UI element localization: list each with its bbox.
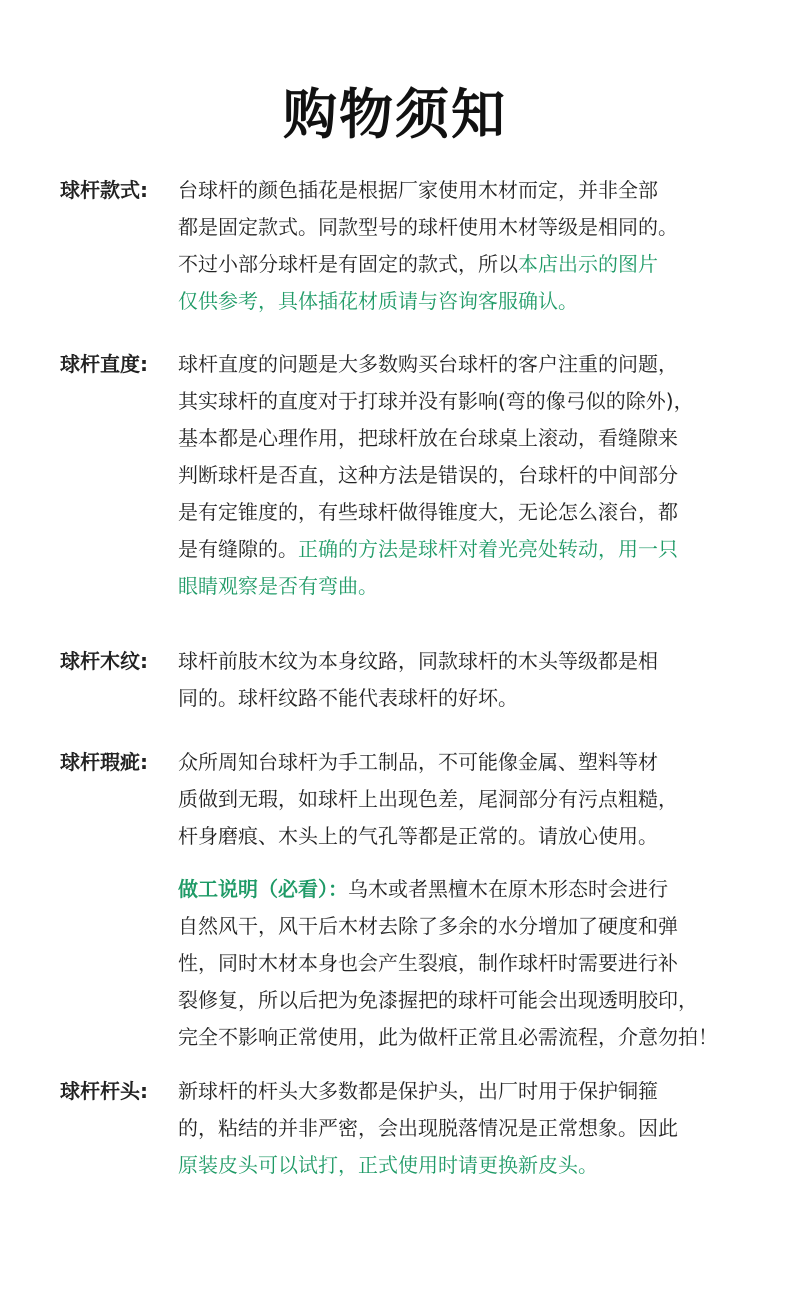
text-line	[178, 744, 738, 781]
text-line	[178, 246, 738, 283]
section-label-cue-style: 球杆款式:	[60, 178, 148, 202]
line-text: 台球杆的颜色插花是根据厂家使用木材而定，并非全部	[178, 178, 658, 202]
section-body-cue-straightness	[178, 346, 738, 605]
line-highlight: 原装皮头可以试打，正式使用时请更换新皮头。	[178, 1153, 598, 1177]
text-line	[178, 680, 738, 717]
line-text: 杆身磨痕、木头上的气孔等都是正常的。请放心使用。	[178, 824, 658, 848]
text-line: 裂修复，所以后把为免漆握把的球杆可能会出现透明胶印，	[178, 988, 698, 1012]
line-text: 是有缝隙的。	[178, 537, 298, 561]
section-body-cue-flaws	[178, 744, 738, 855]
text-line	[178, 781, 738, 818]
text-line	[178, 457, 738, 494]
line-text: 质做到无瑕，如球杆上出现色差，尾洞部分有污点粗糙，	[178, 787, 678, 811]
line-text: 同的。球杆纹路不能代表球杆的好坏。	[178, 686, 518, 710]
text-line	[178, 531, 738, 568]
line-text: 球杆前肢木纹为本身纹路，同款球杆的木头等级都是相	[178, 649, 658, 673]
line-text: 不过小部分球杆是有固定的款式，所以	[178, 252, 518, 276]
craft-note-body	[178, 871, 738, 1056]
text-line: 完全不影响正常使用，此为做杆正常且必需流程，介意勿拍！	[178, 1025, 718, 1049]
line-text: 乌木或者黑檀木在原木形态时会进行	[348, 877, 668, 901]
line-text: 判断球杆是否直，这种方法是错误的，台球杆的中间部分	[178, 463, 678, 487]
text-line	[178, 283, 738, 320]
section-label-cue-wood-grain: 球杆木纹:	[60, 649, 148, 673]
line-highlight: 眼睛观察是否有弯曲。	[178, 574, 378, 598]
section-label-cue-straightness: 球杆直度:	[60, 352, 148, 376]
section-label-cue-flaws: 球杆瑕疵:	[60, 750, 148, 774]
text-line	[178, 420, 738, 457]
text-line	[178, 818, 738, 855]
line-highlight: 正确的方法是球杆对着光亮处转动，用一只	[298, 537, 678, 561]
section-body-cue-style	[178, 172, 738, 320]
text-line	[178, 871, 738, 908]
page-title: 购物须知	[283, 83, 507, 146]
line-text: 球杆直度的问题是大多数购买台球杆的客户注重的问题，	[178, 352, 678, 376]
text-line	[178, 1073, 738, 1110]
text-line	[178, 172, 738, 209]
line-highlight: 本店出示的图片	[518, 252, 658, 276]
line-text: 其实球杆的直度对于打球并没有影响(弯的像弓似的除外)，	[178, 389, 694, 413]
section-label-cue-tip: 球杆杆头:	[60, 1079, 148, 1103]
text-line	[178, 209, 738, 246]
text-line: 性，同时木材本身也会产生裂痕，制作球杆时需要进行补	[178, 951, 678, 975]
text-line	[178, 494, 738, 531]
line-text: 基本都是心理作用，把球杆放在台球桌上滚动，看缝隙来	[178, 426, 678, 450]
line-highlight: 仅供参考，具体插花材质请与咨询客服确认。	[178, 289, 578, 313]
section-body-cue-wood-grain	[178, 643, 738, 717]
line-text: 众所周知台球杆为手工制品，不可能像金属、塑料等材	[178, 750, 658, 774]
text-line	[178, 346, 738, 383]
text-line	[178, 383, 738, 420]
line-text: 是有定锥度的，有些球杆做得锥度大，无论怎么滚台，都	[178, 500, 678, 524]
craft-note-heading: 做工说明（必看）：	[178, 877, 348, 901]
text-line	[178, 568, 738, 605]
line-text: 都是固定款式。同款型号的球杆使用木材等级是相同的。	[178, 215, 678, 239]
text-line: 自然风干，风干后木材去除了多余的水分增加了硬度和弹	[178, 914, 678, 938]
line-text: 的，粘结的并非严密，会出现脱落情况是正常想象。因此	[178, 1116, 678, 1140]
text-line	[178, 643, 738, 680]
line-text: 新球杆的杆头大多数都是保护头，出厂时用于保护铜箍	[178, 1079, 658, 1103]
text-line	[178, 1147, 738, 1184]
text-line	[178, 1110, 738, 1147]
section-body-cue-tip	[178, 1073, 738, 1184]
